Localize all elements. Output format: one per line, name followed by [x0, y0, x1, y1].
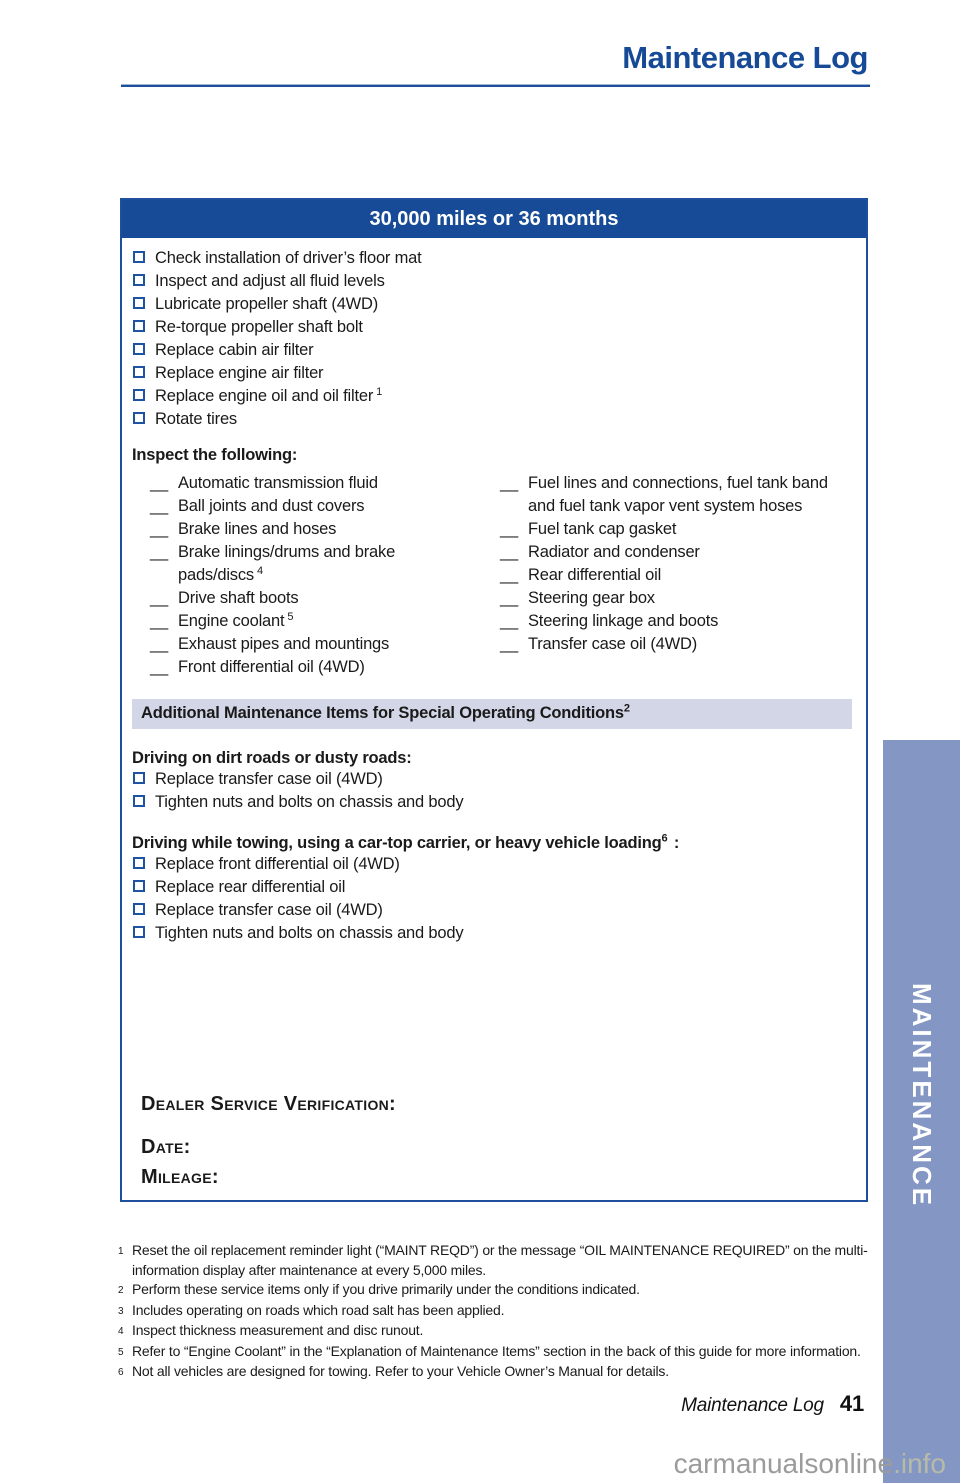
footnote-number: 1: [118, 1246, 124, 1257]
footnote-number: 2: [118, 1285, 124, 1296]
maintenance-schedule-box: [120, 198, 868, 1202]
checklist-item: [132, 876, 854, 899]
write-in-blank[interactable]: __: [150, 520, 168, 538]
checkbox[interactable]: [133, 795, 145, 807]
footnote-number: 6: [118, 1367, 124, 1378]
inspect-item: [150, 587, 480, 610]
inspect-item-label: Fuel tank cap gasket: [528, 520, 677, 538]
footnote-ref: 2: [623, 702, 630, 715]
write-in-blank[interactable]: __: [150, 543, 168, 561]
checklist-item-label: Replace engine oil and oil filter $^1$: [155, 385, 383, 405]
write-in-blank[interactable]: __: [150, 474, 168, 492]
checklist-item-label: Replace transfer case oil (4WD): [155, 901, 383, 919]
checkbox[interactable]: [133, 366, 145, 378]
checkbox[interactable]: [133, 320, 145, 332]
checkbox[interactable]: [133, 903, 145, 915]
towing-checklist: [132, 853, 854, 945]
inspect-item: [500, 564, 838, 587]
footnote-number: 5: [118, 1346, 124, 1358]
write-in-blank[interactable]: __: [150, 589, 168, 607]
checklist-item: [132, 247, 854, 270]
checklist-item: [132, 293, 854, 316]
footnote: [118, 1241, 884, 1280]
page-title: Maintenance Log: [622, 40, 868, 75]
checkbox[interactable]: [133, 297, 145, 309]
checklist-item-label: Re-torque propeller shaft bolt: [155, 318, 363, 336]
inspect-item-label: Steering gear box: [528, 589, 655, 607]
checkbox[interactable]: [133, 343, 145, 355]
checklist-item-label: Replace cabin air filter: [155, 341, 314, 359]
checklist-item: [132, 922, 854, 945]
checklist-item-label: Inspect and adjust all fluid levels: [155, 272, 385, 290]
towing-heading-suffix: :: [673, 834, 680, 852]
towing-heading: Driving while towing, using a car-top carrier, or heavy vehicle loading$^6$ :: [132, 832, 680, 852]
footnote: [118, 1280, 884, 1301]
inspect-item: [500, 610, 838, 633]
inspect-heading: Inspect the following:: [132, 446, 298, 464]
inspect-item-label: Automatic transmission fluid: [178, 474, 378, 492]
footnote-text: Not all vehicles are designed for towing. Refer to your Vehicle Owner’s Manual for details.: [132, 1363, 669, 1379]
checklist-item: [132, 408, 854, 431]
inspect-item-label: Engine coolant $^5$: [178, 610, 294, 630]
inspect-item-label: Brake lines and hoses: [178, 520, 337, 538]
checklist-item-label: Check installation of driver’s floor mat: [155, 249, 422, 267]
footnote-text: Refer to “Engine Coolant” in the “Explanation of Maintenance Items” section in the back of this guide for more information.: [132, 1342, 861, 1359]
inspect-item: [150, 495, 480, 518]
footnote-number: 4: [118, 1326, 124, 1337]
footnote-ref: 1: [376, 385, 383, 398]
inspect-item-label: Rear differential oil: [528, 566, 662, 584]
footnote-ref: 5: [287, 610, 294, 623]
inspect-item: [150, 610, 480, 633]
dealer-verification-label: Dealer Service Verification:: [141, 1093, 397, 1115]
checkbox[interactable]: [133, 880, 145, 892]
inspect-item: [150, 541, 480, 587]
inspect-item-label: Brake linings/drums and brake pads/discs $^4$: [178, 543, 396, 584]
footnote: [118, 1301, 884, 1322]
maintenance-section-tab[interactable]: [883, 740, 960, 1483]
checkbox[interactable]: [133, 251, 145, 263]
page-footer: [120, 1391, 864, 1417]
page-number: 41: [839, 1391, 864, 1416]
checklist-item: [132, 385, 854, 408]
checklist-item: [132, 270, 854, 293]
footnote-text: Reset the oil replacement reminder light (“MAINT REQD”) or the message “OIL MAINTENANCE REQUIRED” on the multi-information display after maintenance at every 5,000 miles.: [132, 1242, 868, 1278]
schedule-box-content: [122, 238, 866, 1189]
checklist-item-label: Replace front differential oil (4WD): [155, 855, 400, 873]
footnotes: [118, 1241, 884, 1383]
write-in-blank[interactable]: __: [500, 635, 518, 653]
write-in-blank[interactable]: __: [500, 520, 518, 538]
checklist-item: [132, 768, 854, 791]
checklist-item-label: Tighten nuts and bolts on chassis and body: [155, 924, 464, 942]
mileage-label: Mileage:: [141, 1166, 219, 1188]
checklist-item-label: Rotate tires: [155, 410, 237, 428]
write-in-blank[interactable]: __: [150, 635, 168, 653]
checklist-item-label: Replace rear differential oil: [155, 878, 346, 896]
inspect-item: [500, 633, 838, 656]
dealer-verification-block: [141, 1093, 854, 1189]
checkbox[interactable]: [133, 412, 145, 424]
watermark-link[interactable]: carmanualsonline.info: [673, 1448, 946, 1479]
maintenance-section-tab-label: MAINTENANCE: [907, 983, 937, 1209]
checklist-item: [132, 339, 854, 362]
inspect-item-label: Radiator and condenser: [528, 543, 700, 561]
special-conditions-band: Additional Maintenance Items for Special Operating Conditions$^2$: [132, 699, 852, 729]
inspect-item-label: Ball joints and dust covers: [178, 497, 365, 515]
watermark-suffix: .info: [893, 1448, 946, 1479]
inspect-item: [500, 587, 838, 610]
checklist-item-label: Tighten nuts and bolts on chassis and body: [155, 793, 464, 811]
footnote-text: Inspect thickness measurement and disc runout.: [132, 1322, 424, 1338]
inspect-item-label: Fuel lines and connections, fuel tank band and fuel tank vapor vent system hoses: [528, 474, 828, 515]
footnote-ref: 6: [661, 832, 668, 845]
interval-banner: 30,000 miles or 36 months: [122, 200, 866, 238]
inspect-item-label: Steering linkage and boots: [528, 612, 719, 630]
write-in-blank[interactable]: __: [500, 543, 518, 561]
checkbox[interactable]: [133, 389, 145, 401]
write-in-blank[interactable]: __: [150, 658, 168, 676]
checklist-item-label: Replace engine air filter: [155, 364, 324, 382]
checklist-item-label: Lubricate propeller shaft (4WD): [155, 295, 379, 313]
checklist-item-label: Replace transfer case oil (4WD): [155, 770, 383, 788]
title-rule: [121, 84, 870, 87]
footnote: [118, 1362, 884, 1383]
inspect-item: [150, 633, 480, 656]
checklist-item: [132, 853, 854, 876]
inspect-item: [150, 472, 480, 495]
checklist-item: [132, 899, 854, 922]
write-in-blank[interactable]: __: [150, 497, 168, 515]
inspect-item: [150, 518, 480, 541]
inspect-item-label: Front differential oil (4WD): [178, 658, 365, 676]
inspect-column-left: [150, 472, 480, 679]
service-checklist: [132, 247, 854, 431]
inspect-item-label: Transfer case oil (4WD): [528, 635, 697, 653]
dirt-roads-heading: Driving on dirt roads or dusty roads:: [132, 749, 412, 767]
footnote: [118, 1321, 884, 1342]
checklist-item: [132, 362, 854, 385]
date-label: Date:: [141, 1136, 191, 1158]
footnote-ref: 4: [256, 564, 263, 577]
checkbox[interactable]: [133, 857, 145, 869]
footnote: [118, 1342, 884, 1363]
inspect-column-right: [500, 472, 838, 679]
inspect-item: [150, 656, 480, 679]
write-in-blank[interactable]: __: [500, 474, 518, 492]
checklist-item: [132, 316, 854, 339]
inspect-item: [500, 541, 838, 564]
footnote-text: Perform these service items only if you drive primarily under the conditions indicated.: [132, 1281, 640, 1297]
write-in-blank[interactable]: __: [150, 612, 168, 630]
write-in-blank[interactable]: __: [500, 566, 518, 584]
inspect-item-label: Exhaust pipes and mountings: [178, 635, 390, 653]
write-in-blank[interactable]: __: [500, 612, 518, 630]
dirt-roads-checklist: [132, 768, 854, 814]
checkbox[interactable]: [133, 926, 145, 938]
checklist-item: [132, 791, 854, 814]
checkbox[interactable]: [133, 274, 145, 286]
footer-section-label: Maintenance Log: [681, 1395, 824, 1416]
write-in-blank[interactable]: __: [500, 589, 518, 607]
inspect-item: [500, 518, 838, 541]
footnote-number: 3: [118, 1305, 124, 1317]
footnote-text: Includes operating on roads which road salt has been applied.: [132, 1301, 505, 1318]
inspect-item: [500, 472, 838, 518]
inspect-columns: [132, 472, 854, 679]
checkbox[interactable]: [133, 772, 145, 784]
inspect-item-label: Drive shaft boots: [178, 589, 299, 607]
